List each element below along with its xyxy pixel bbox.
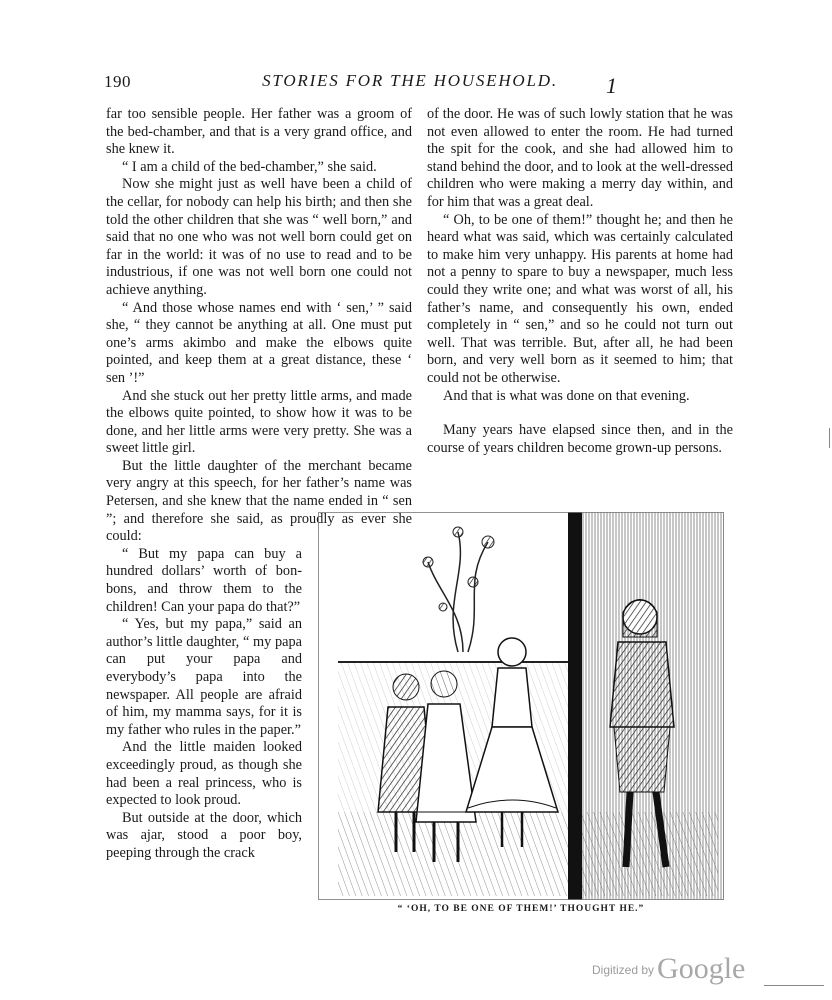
paragraph: And that is what was done on that evening. [443, 387, 690, 404]
scan-edge-mark [829, 428, 830, 448]
google-logo: Google [657, 952, 746, 985]
door-frame [568, 512, 582, 900]
paragraph: “ And those whose names end with ‘ sen,’ ” said she, “ they cannot be anything at all. One must put one’s arms akimbo and make the elbows quite pointed, and keep them at a great distance, these ‘ sen ’!” [106, 299, 412, 386]
paragraph: And she stuck out her pretty little arms, and made the elbows quite pointed, to show how it was to be done, and her little arms were very pretty. She was a sweet little girl. [106, 387, 412, 457]
illustration-caption: “ ‘OH, TO BE ONE OF THEM!’ THOUGHT HE.” [397, 904, 645, 914]
section-gap [427, 405, 733, 422]
paragraph: “ Oh, to be one of them!” thought he; and then he heard what was said, which was certainly calculated to make him very unhappy. His parents at home had not a penny to spare to buy a newspaper, much less could they write one; and what was worst of all, his father’s name, and consequently his own, ended completely in “ sen,” and so he could not turn out well. That was terrible. But, after all, he had been born, and very well born as it seemed to him; that could not be otherwise. [427, 211, 733, 386]
plant [423, 527, 494, 652]
paragraph: “ I am a child of the bed-chamber,” she said. [122, 158, 377, 175]
engraving-illustration [318, 512, 724, 900]
paragraph: But outside at the door, which was ajar, stood a poor boy, peeping through the crack [106, 809, 302, 861]
paragraph: “ Yes, but my papa,” said an author’s little daughter, “ my papa can put your papa and everybody’s papa into the newspaper. All people are afraid of him, my mamma says, for it is my father who rules in the paper.” [106, 616, 302, 738]
paragraph: of the door. He was of such lowly station that he was not even allowed to enter the room. He had turned the spit for the cook, and she had allowed him to stand behind the door, and to look at the well-dressed children who were making a merry day within, and for him that was a great deal. [427, 106, 733, 210]
stray-mark: 1 [606, 73, 617, 98]
paragraph: But the little daughter of the merchant became very angry at this speech, for her father’s name was Petersen, and she knew that the name ended in “ sen ”; and therefore she said, as proudly as ever she could: [106, 457, 412, 545]
narrow-text-block [106, 616, 302, 862]
running-title: STORIES FOR THE HOUSEHOLD. [262, 71, 558, 90]
digitized-watermark [592, 952, 745, 986]
scan-edge-mark [764, 985, 824, 986]
paragraph: And the little maiden looked exceedingly proud, as though she had been a real princess, who is expected to look proud. [106, 739, 302, 809]
paragraph: Many years have elapsed since then, and in the course of years children become grown-up persons. [427, 422, 733, 456]
page-number: 190 [104, 72, 131, 91]
watermark-prefix: Digitized by [592, 963, 655, 977]
paragraph: far too sensible people. Her father was a groom of the bed-chamber, and that is a very grand office, and she knew it. [106, 106, 412, 158]
paragraph: Now she might just as well have been a child of the cellar, for nobody can help his birth; and then she told the other children that she was “ well born,” and said that no one who was not well born could get on far in the world: it was of no use to read and to be industrious, if one was not well born one could not achieve anything. [106, 176, 412, 298]
right-column [427, 106, 733, 457]
paragraph: “ But my papa can buy a hundred dollars’ worth of bon-bons, and throw them to the children! Can your papa do that?” [106, 545, 302, 615]
